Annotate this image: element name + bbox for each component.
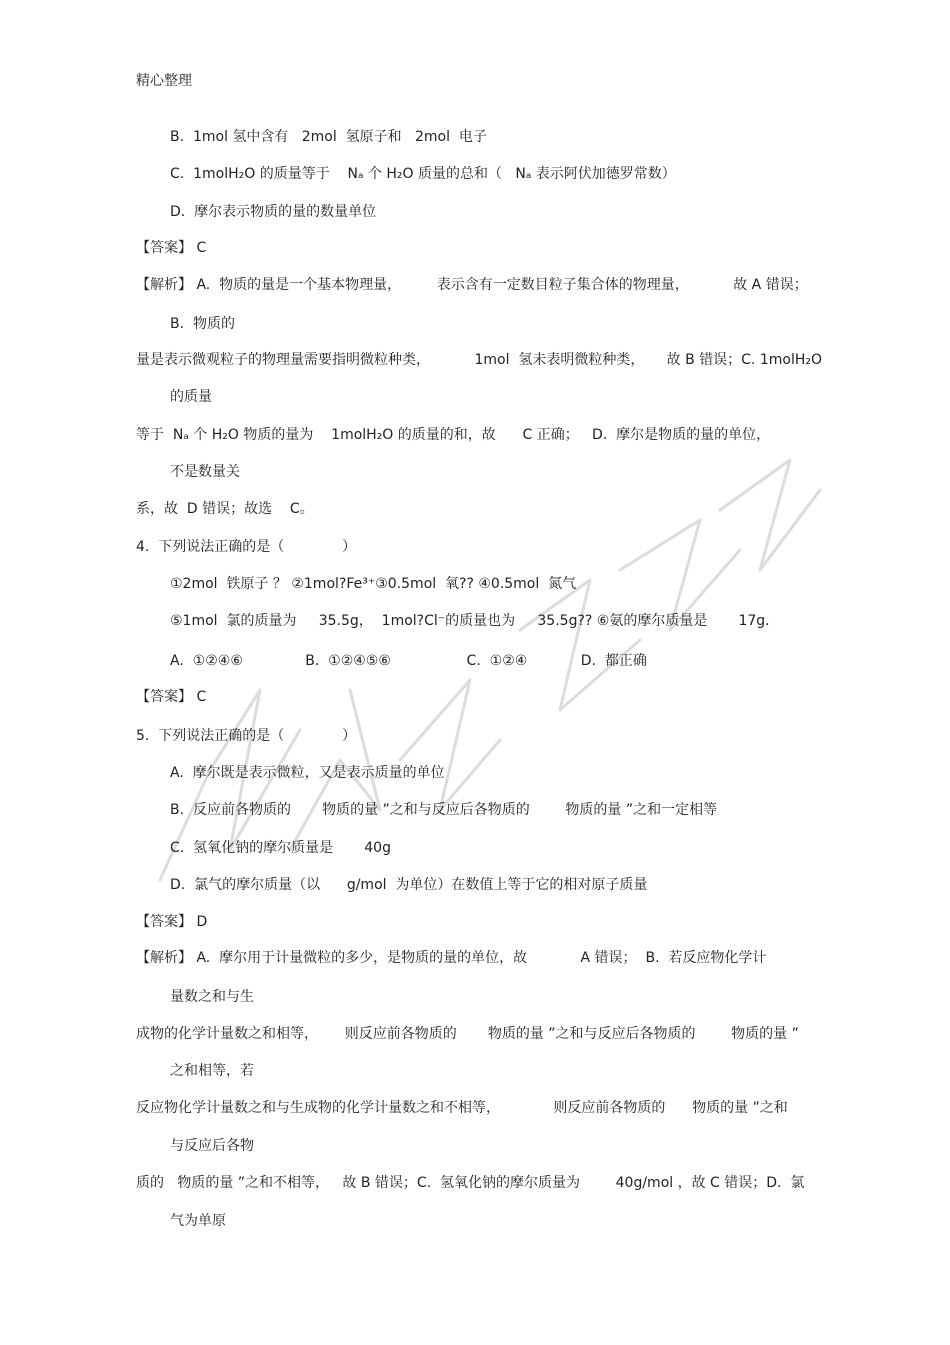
question-4-answer: 【答案】 C [136,689,207,705]
page-header: 精心整理 [136,73,192,89]
q5-analysis-line-2: 量数之和与生 [170,989,254,1005]
analysis-line-3: 量是表示微观粒子的物理量需要指明微粒种类， 1mol 氢未表明微粒种类， 故 B 错误；C. 1molH₂O [136,352,822,368]
q5-analysis-line-3: 成物的化学计量数之和相等， 则反应前各物质的 物质的量 ”之和与反应后各物质的 物质的量 ” [136,1026,799,1042]
question-4-stem: 4. 下列说法正确的是（ ） [136,539,357,555]
q5-analysis-line-6: 与反应后各物 [170,1138,254,1154]
analysis-line-4: 的质量 [170,389,212,405]
q5-analysis-line-4: 之和相等，若 [170,1063,254,1079]
question-5-stem: 5. 下列说法正确的是（ ） [136,728,357,744]
option-d-line: D. 摩尔表示物质的量的数量单位 [170,204,377,220]
q5-analysis-line-7: 质的 物质的量 ”之和不相等， 故 B 错误；C. 氢氧化钠的摩尔质量为 40g/mol ，故 C 错误；D. 氯 [136,1175,805,1191]
question-5-option-b: B. 反应前各物质的 物质的量 ”之和与反应后各物质的 物质的量 ”之和一定相等 [170,802,718,818]
option-b-line: B. 1mol 氢中含有 2mol 氢原子和 2mol 电子 [170,129,487,145]
answer-line: 【答案】 C [136,240,207,256]
question-4-statement-2: ⑤1mol 氯的质量为 35.5g， 1mol?Cl⁻的质量也为 35.5g?? ⑥氨的摩尔质量是 17g． [170,613,780,629]
q5-analysis-line-8: 气为单原 [170,1213,226,1229]
question-4-options: A. ①②④⑥ B. ①②④⑤⑥ C. ①②④ D. 都正确 [170,653,647,669]
analysis-line-6: 不是数量关 [170,464,240,480]
question-5-option-d: D. 氯气的摩尔质量（以 g/mol 为单位）在数值上等于它的相对原子质量 [170,877,648,893]
q5-analysis-line-1: 【解析】 A. 摩尔用于计量微粒的多少，是物质的量的单位，故 A 错误； B. 若反应物化学计 [136,950,767,966]
analysis-line-1: 【解析】 A. 物质的量是一个基本物理量， 表示含有一定数目粒子集合体的物理量， 故 A 错误； [136,277,808,293]
analysis-line-7: 系，故 D 错误；故选 C。 [136,501,314,517]
question-5-answer: 【答案】 D [136,914,208,930]
question-4-statement-1: ①2mol 铁原子 ？ ②1mol?Fe³⁺③0.5mol 氧?? ④0.5mol 氮气 [170,576,577,592]
analysis-line-2: B. 物质的 [170,316,235,332]
option-c-line: C. 1molH₂O 的质量等于 Nₐ 个 H₂O 质量的总和（ Nₐ 表示阿伏加德罗常数） [170,166,676,182]
q5-analysis-line-5: 反应物化学计量数之和与生成物的化学计量数之和不相等， 则反应前各物质的 物质的量 ”之和 [136,1100,788,1116]
question-5-option-c: C. 氢氧化钠的摩尔质量是 40g [170,840,391,856]
analysis-line-5: 等于 Nₐ 个 H₂O 物质的量为 1molH₂O 的质量的和，故 C 正确； D. 摩尔是物质的量的单位， [136,427,771,443]
question-5-option-a: A. 摩尔既是表示微粒，又是表示质量的单位 [170,765,445,781]
